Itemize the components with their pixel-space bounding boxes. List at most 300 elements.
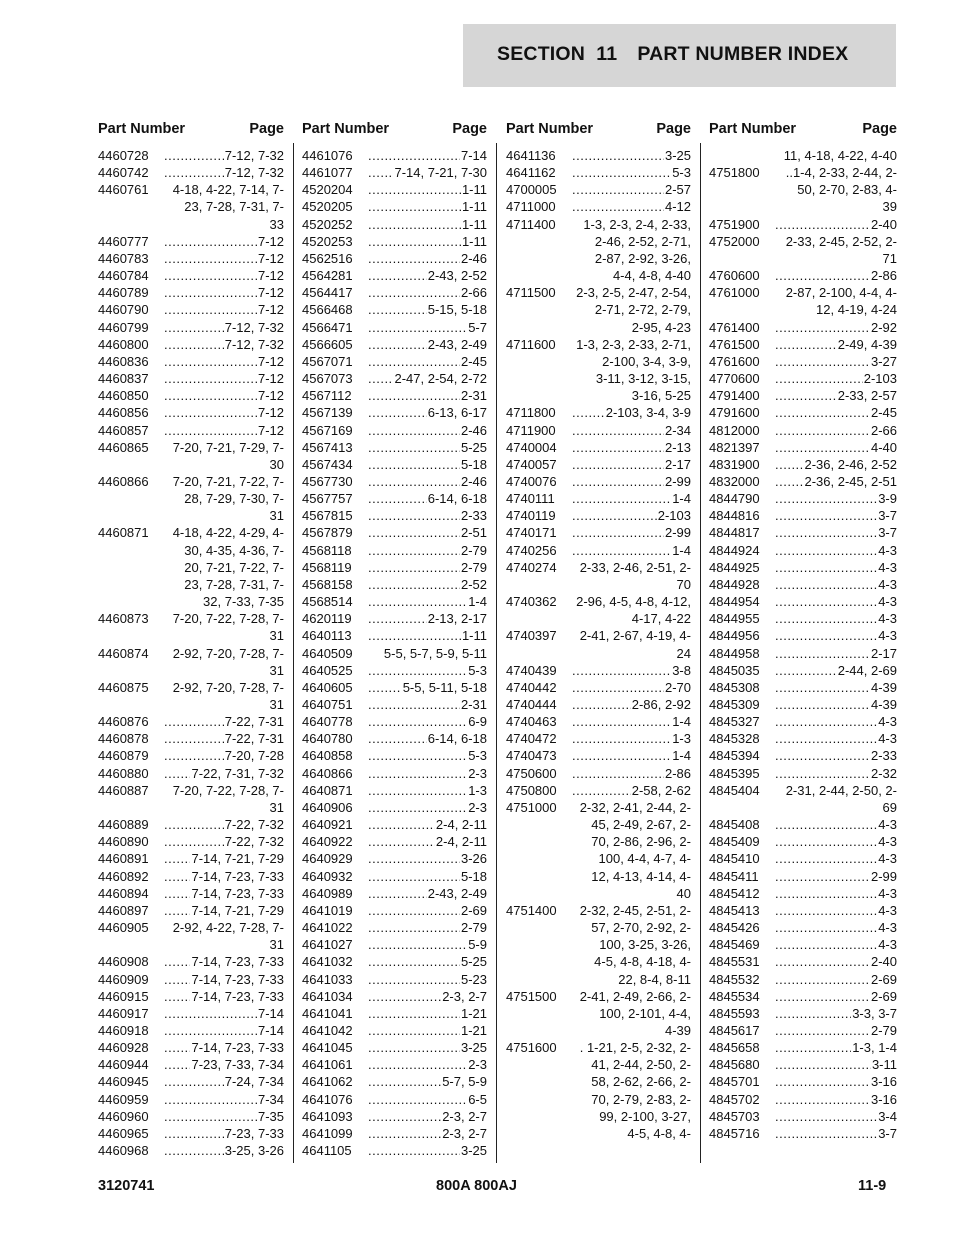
part-number: 4844928 bbox=[709, 576, 760, 592]
dot-leader bbox=[775, 953, 870, 970]
dot-leader bbox=[775, 1039, 851, 1056]
part-number: 4460728 bbox=[98, 148, 149, 163]
page-references bbox=[368, 747, 487, 764]
page-references bbox=[164, 988, 284, 1005]
dot-leader bbox=[775, 422, 870, 439]
index-entry bbox=[98, 267, 284, 284]
page-reference-value: 4-40 bbox=[870, 439, 897, 455]
dot-leader bbox=[775, 490, 877, 507]
footer-doc-number: 3120741 bbox=[98, 1178, 155, 1194]
page-reference-value: 5-9 bbox=[468, 937, 487, 953]
index-entry bbox=[506, 713, 691, 730]
page-references bbox=[164, 250, 284, 267]
page-reference-value: 4-3 bbox=[878, 731, 897, 747]
page-reference-value: 2-86, 2-92 bbox=[631, 697, 691, 712]
page-references bbox=[164, 1056, 284, 1073]
page-reference-value: 2-52 bbox=[460, 576, 487, 592]
index-entry bbox=[98, 473, 284, 524]
page-reference-value: 5-18 bbox=[460, 868, 487, 884]
part-number-heading: Part Number bbox=[98, 121, 186, 137]
dot-leader bbox=[775, 542, 877, 559]
index-entry bbox=[709, 645, 897, 662]
page-references bbox=[164, 816, 284, 833]
page-reference-value: 2-43, 2-49 bbox=[427, 336, 487, 352]
page-references: 2-32, 2-41, 2-44, 2-45, 2-49, 2-67, 2-70, 2-86, 2-96, 2-100, 4-4, 4-7, 4-12, 4-13, 4-14, 4-40 bbox=[579, 799, 691, 901]
page-reference-value: 5-3 bbox=[468, 662, 487, 678]
dot-leader bbox=[775, 1022, 870, 1039]
page-references bbox=[572, 747, 691, 764]
page-reference-value: 2-46 bbox=[460, 250, 487, 266]
page-references bbox=[164, 301, 284, 318]
page-references bbox=[775, 936, 897, 953]
page-references bbox=[368, 490, 487, 507]
page-reference-value: 2-66 bbox=[870, 422, 897, 438]
page-references: 4-18, 4-22, 4-29, 4-30, 4-35, 4-36, 7-20, 7-21, 7-22, 7-23, 7-28, 7-31, 7-32, 7-33, 7-35 bbox=[172, 525, 284, 610]
dot-leader bbox=[775, 404, 870, 421]
index-entry bbox=[709, 490, 897, 507]
dot-leader bbox=[775, 713, 877, 730]
index-entry bbox=[709, 885, 897, 902]
page-references bbox=[164, 267, 284, 284]
page-reference-value: 2-33 bbox=[460, 508, 487, 524]
part-number: 4640858 bbox=[302, 748, 353, 764]
page-references bbox=[164, 164, 284, 181]
page-references bbox=[775, 490, 897, 507]
page-references bbox=[164, 147, 284, 164]
part-number: 4520204 bbox=[302, 182, 353, 198]
page-references bbox=[775, 885, 897, 902]
page-reference-value: 1-3, 1-4 bbox=[852, 1040, 897, 1056]
page-reference-value: 7-14 bbox=[460, 148, 487, 163]
page-references bbox=[164, 868, 284, 885]
page-reference-value: 7-12 bbox=[257, 268, 284, 284]
page-references bbox=[164, 404, 284, 421]
index-entry bbox=[709, 902, 897, 919]
index-entry bbox=[709, 1005, 897, 1022]
dot-leader bbox=[775, 868, 870, 885]
page-reference-value: 3-7 bbox=[878, 508, 897, 524]
page-references bbox=[164, 765, 284, 782]
dot-leader bbox=[164, 1125, 224, 1142]
page-references bbox=[775, 370, 897, 387]
dot-leader bbox=[775, 765, 870, 782]
index-entry bbox=[709, 284, 897, 318]
page-reference-value: 2-40 bbox=[870, 216, 897, 232]
dot-leader bbox=[368, 713, 467, 730]
page-references bbox=[775, 422, 897, 439]
page-reference-value: 7-22, 7-32 bbox=[224, 834, 284, 850]
index-entry bbox=[709, 988, 897, 1005]
page-reference-value: 7-22, 7-31 bbox=[224, 714, 284, 730]
part-number: 4641061 bbox=[302, 1057, 353, 1073]
part-number: 4460878 bbox=[98, 731, 149, 747]
page-references bbox=[164, 1022, 284, 1039]
index-entry bbox=[506, 524, 691, 541]
dot-leader bbox=[775, 936, 877, 953]
page-reference-value: 2-103, 3-4, 3-9 bbox=[605, 405, 691, 421]
page-references bbox=[368, 730, 487, 747]
page-reference-value: 2-49, 4-39 bbox=[837, 336, 897, 352]
part-number: 4460784 bbox=[98, 268, 149, 284]
index-entry bbox=[302, 799, 487, 816]
dot-leader bbox=[164, 747, 224, 764]
index-entry bbox=[98, 284, 284, 301]
dot-leader bbox=[368, 1108, 441, 1125]
page-references bbox=[572, 679, 691, 696]
page-reference-value: 7-12 bbox=[257, 405, 284, 421]
page-reference-value: 5-7 bbox=[468, 319, 487, 335]
part-number: 4460892 bbox=[98, 868, 149, 884]
page-reference-value: 1-21 bbox=[460, 1022, 487, 1038]
page-references bbox=[775, 559, 897, 576]
page-references bbox=[368, 988, 487, 1005]
index-entry bbox=[98, 1056, 284, 1073]
part-number: 4460777 bbox=[98, 233, 149, 249]
index-entry bbox=[98, 233, 284, 250]
index-entry bbox=[302, 147, 487, 164]
part-number: 4460928 bbox=[98, 1040, 149, 1056]
part-number: 4567730 bbox=[302, 473, 353, 489]
page-references bbox=[368, 267, 487, 284]
part-number: 4460887 bbox=[98, 782, 149, 798]
index-entry bbox=[302, 250, 487, 267]
dot-leader bbox=[368, 473, 460, 490]
part-number: 4461076 bbox=[302, 148, 353, 163]
page-reference-value: 2-99 bbox=[664, 525, 691, 541]
part-number: 4460915 bbox=[98, 988, 149, 1004]
part-number: 4460965 bbox=[98, 1125, 149, 1141]
index-entry bbox=[709, 576, 897, 593]
dot-leader bbox=[368, 216, 461, 233]
page-references bbox=[775, 1022, 897, 1039]
index-entry bbox=[709, 524, 897, 541]
part-number: 4460889 bbox=[98, 817, 149, 833]
page-reference-value: 2-40 bbox=[870, 954, 897, 970]
page-references: . 1-21, 2-5, 2-32, 2-41, 2-44, 2-50, 2-58, 2-62, 2-66, 2-70, 2-79, 2-83, 2-99, 2-100, 3-27, 4-5, 4-8, 4- bbox=[579, 1040, 691, 1141]
index-entry bbox=[98, 953, 284, 970]
dot-leader bbox=[368, 988, 441, 1005]
page-references bbox=[368, 559, 487, 576]
part-number: 4566471 bbox=[302, 319, 353, 335]
index-entry bbox=[98, 747, 284, 764]
page-references bbox=[572, 696, 691, 713]
dot-leader bbox=[164, 730, 224, 747]
page-reference-value: 2-3 bbox=[468, 765, 487, 781]
page-reference-value: 2-86 bbox=[664, 765, 691, 781]
part-number: 4740274 bbox=[506, 559, 557, 575]
page-reference-value: 4-3 bbox=[878, 714, 897, 730]
footer-page-number: 11-9 bbox=[858, 1178, 887, 1194]
index-entry bbox=[302, 1108, 487, 1125]
index-entry bbox=[709, 233, 897, 267]
page-references bbox=[572, 147, 691, 164]
dot-leader bbox=[572, 542, 671, 559]
dot-leader bbox=[775, 971, 870, 988]
part-number: 4845617 bbox=[709, 1022, 760, 1038]
part-number: 4567879 bbox=[302, 525, 353, 541]
index-entry bbox=[506, 490, 691, 507]
page-reference-value: 2-36, 2-46, 2-52 bbox=[804, 456, 897, 472]
page-reference-value: 7-22, 7-31 bbox=[224, 731, 284, 747]
index-entry bbox=[302, 439, 487, 456]
part-number: 4641045 bbox=[302, 1040, 353, 1056]
index-entry bbox=[506, 198, 691, 215]
page-references bbox=[368, 250, 487, 267]
index-entry bbox=[302, 765, 487, 782]
index-entry bbox=[709, 164, 897, 215]
dot-leader bbox=[775, 216, 870, 233]
page-reference-value: 2-31 bbox=[460, 388, 487, 404]
dot-leader bbox=[368, 370, 393, 387]
page-reference-value: 7-14, 7-23, 7-33 bbox=[191, 954, 284, 970]
page-reference-value: 2-31 bbox=[460, 697, 487, 712]
page-references bbox=[368, 404, 487, 421]
page-references bbox=[164, 336, 284, 353]
part-number: 4740463 bbox=[506, 714, 557, 730]
page-references bbox=[164, 971, 284, 988]
page-references: 2-92, 4-22, 7-28, 7-31 bbox=[172, 920, 284, 953]
index-entry bbox=[302, 490, 487, 507]
page-reference-value: 5-3 bbox=[672, 165, 691, 181]
index-entry bbox=[709, 559, 897, 576]
page-references bbox=[164, 370, 284, 387]
index-entry bbox=[302, 1142, 487, 1159]
dot-leader bbox=[775, 1073, 870, 1090]
page-reference-value: 7-35 bbox=[257, 1108, 284, 1124]
part-number: 4845404 bbox=[709, 782, 760, 798]
index-entry bbox=[302, 1091, 487, 1108]
part-number: 4845426 bbox=[709, 920, 760, 936]
page-references: 2-32, 2-45, 2-51, 2-57, 2-70, 2-92, 2-100, 3-25, 3-26, 4-5, 4-8, 4-18, 4-22, 8-4, 8-11 bbox=[579, 902, 691, 987]
part-number: 4845716 bbox=[709, 1125, 760, 1141]
part-number: 4770600 bbox=[709, 371, 760, 387]
part-number: 4460945 bbox=[98, 1074, 149, 1090]
dot-leader bbox=[775, 662, 837, 679]
part-number: 4845327 bbox=[709, 714, 760, 730]
part-number: 4640605 bbox=[302, 679, 353, 695]
dot-leader bbox=[775, 627, 877, 644]
dot-leader bbox=[775, 679, 870, 696]
page-references bbox=[572, 198, 691, 215]
part-number: 4640932 bbox=[302, 868, 353, 884]
column-divider bbox=[496, 143, 497, 1163]
page-reference-value: 5-5, 5-11, 5-18 bbox=[402, 679, 487, 695]
part-number: 4641076 bbox=[302, 1091, 353, 1107]
index-entry bbox=[302, 267, 487, 284]
part-number: 4641136 bbox=[506, 148, 556, 163]
dot-leader bbox=[164, 164, 224, 181]
index-entry bbox=[709, 473, 897, 490]
page-reference-value: 3-3, 3-7 bbox=[852, 1005, 897, 1021]
part-number: 4711500 bbox=[506, 285, 556, 301]
part-number: 4460959 bbox=[98, 1091, 149, 1107]
part-number: 4845701 bbox=[709, 1074, 760, 1090]
index-entry bbox=[98, 988, 284, 1005]
dot-leader bbox=[368, 1091, 467, 1108]
page-references bbox=[775, 713, 897, 730]
page-references bbox=[368, 1091, 487, 1108]
index-entry bbox=[506, 747, 691, 764]
dot-leader bbox=[775, 1005, 851, 1022]
page-reference-value: 4-3 bbox=[878, 834, 897, 850]
part-number: 4640751 bbox=[302, 697, 353, 712]
page-reference-value: 2-70 bbox=[664, 679, 691, 695]
page-reference-value: 7-12 bbox=[257, 233, 284, 249]
part-number: 4812000 bbox=[709, 422, 760, 438]
index-entry bbox=[302, 198, 487, 215]
page-reference-value: 3-8 bbox=[672, 662, 691, 678]
page-reference-value: 2-33 bbox=[870, 748, 897, 764]
page-reference-value: 5-7, 5-9 bbox=[442, 1074, 487, 1090]
page-references bbox=[164, 953, 284, 970]
part-number: 4740442 bbox=[506, 679, 557, 695]
index-entry bbox=[302, 387, 487, 404]
dot-leader bbox=[164, 816, 224, 833]
dot-leader bbox=[572, 422, 664, 439]
dot-leader bbox=[572, 747, 671, 764]
page-references bbox=[368, 284, 487, 301]
dot-leader bbox=[775, 370, 863, 387]
page-references bbox=[775, 765, 897, 782]
page-references bbox=[775, 833, 897, 850]
part-number: 4761400 bbox=[709, 319, 760, 335]
index-entry bbox=[709, 713, 897, 730]
dot-leader bbox=[775, 1108, 877, 1125]
index-entry bbox=[506, 730, 691, 747]
page-references bbox=[368, 542, 487, 559]
index-entry bbox=[302, 833, 487, 850]
dot-leader bbox=[572, 456, 664, 473]
page-references bbox=[164, 233, 284, 250]
dot-leader bbox=[572, 181, 664, 198]
index-entry bbox=[302, 559, 487, 576]
dot-leader bbox=[775, 524, 877, 541]
dot-leader bbox=[775, 507, 877, 524]
page-reference-value: 1-11 bbox=[461, 182, 487, 198]
part-number: 4520205 bbox=[302, 199, 353, 215]
part-number: 4460968 bbox=[98, 1143, 149, 1159]
part-number: 4460836 bbox=[98, 353, 149, 369]
dot-leader bbox=[368, 627, 461, 644]
part-number: 4568118 bbox=[302, 542, 352, 558]
index-entry bbox=[506, 284, 691, 335]
page-references: 2-96, 4-5, 4-8, 4-12, 4-17, 4-22 bbox=[576, 594, 691, 627]
page-reference-value: 2-44, 2-69 bbox=[837, 662, 897, 678]
index-entry bbox=[709, 336, 897, 353]
dot-leader bbox=[368, 833, 435, 850]
index-entry bbox=[302, 1125, 487, 1142]
part-number: 4761600 bbox=[709, 353, 760, 369]
part-number: 4568119 bbox=[302, 559, 352, 575]
index-entry bbox=[98, 181, 284, 232]
dot-leader bbox=[164, 250, 257, 267]
dot-leader bbox=[368, 301, 427, 318]
page-reference-value: 7-14, 7-23, 7-33 bbox=[191, 1040, 284, 1056]
part-number: 4460761 bbox=[98, 182, 149, 198]
page-references: 7-20, 7-22, 7-28, 7-31 bbox=[172, 611, 284, 644]
part-number: 4844817 bbox=[709, 525, 760, 541]
dot-leader bbox=[775, 1056, 871, 1073]
index-entry bbox=[98, 902, 284, 919]
page-reference-value: 7-20, 7-28 bbox=[224, 748, 284, 764]
page-reference-value: 5-15, 5-18 bbox=[427, 302, 487, 318]
index-entry bbox=[506, 439, 691, 456]
dot-leader bbox=[164, 988, 190, 1005]
page-references bbox=[368, 953, 487, 970]
part-number: 4740171 bbox=[506, 525, 557, 541]
index-entry bbox=[709, 610, 897, 627]
part-number: 4752000 bbox=[709, 233, 760, 249]
dot-leader bbox=[164, 868, 190, 885]
index-entry bbox=[98, 765, 284, 782]
index-entry bbox=[302, 473, 487, 490]
page-reference-value: 3-11 bbox=[871, 1057, 897, 1073]
dot-leader bbox=[164, 713, 224, 730]
dot-leader bbox=[368, 1073, 441, 1090]
page-reference-value: 3-16 bbox=[870, 1074, 897, 1090]
page-references bbox=[775, 645, 897, 662]
dot-leader bbox=[572, 147, 664, 164]
part-number: 4460894 bbox=[98, 885, 149, 901]
page-reference-value: 7-12, 7-32 bbox=[224, 165, 284, 181]
page-reference-value: 4-12 bbox=[664, 199, 691, 215]
page-references bbox=[164, 1073, 284, 1090]
index-entry bbox=[302, 1073, 487, 1090]
page-reference-value: 6-14, 6-18 bbox=[427, 491, 487, 507]
part-number: 4761500 bbox=[709, 336, 760, 352]
page-reference-value: 4-3 bbox=[878, 817, 897, 833]
index-entry bbox=[709, 919, 897, 936]
index-entry bbox=[98, 336, 284, 353]
dot-leader bbox=[368, 765, 467, 782]
index-entry bbox=[302, 868, 487, 885]
index-entry bbox=[98, 782, 284, 816]
page-references bbox=[164, 833, 284, 850]
part-number: 4460918 bbox=[98, 1022, 149, 1038]
part-number: 4832000 bbox=[709, 473, 760, 489]
page-reference-value: 1-11 bbox=[461, 233, 487, 249]
page-references: 2-41, 2-67, 4-19, 4-24 bbox=[579, 628, 691, 661]
dot-leader bbox=[775, 610, 877, 627]
index-entry bbox=[709, 936, 897, 953]
page-reference-value: 7-12 bbox=[257, 250, 284, 266]
page-reference-value: 4-39 bbox=[870, 679, 897, 695]
index-entry bbox=[506, 902, 691, 988]
page-references bbox=[572, 662, 691, 679]
part-number: 4620119 bbox=[302, 611, 352, 627]
index-entry bbox=[302, 627, 487, 644]
page-references bbox=[164, 1125, 284, 1142]
page-reference-value: 2-103 bbox=[657, 508, 691, 524]
page-references bbox=[368, 1005, 487, 1022]
part-number: 4845658 bbox=[709, 1040, 760, 1056]
page-reference-value: 2-17 bbox=[664, 456, 691, 472]
part-number: 4821397 bbox=[709, 439, 760, 455]
index-entry bbox=[709, 765, 897, 782]
page-reference-value: 2-4, 2-11 bbox=[435, 834, 487, 850]
page-reference-value: 2-69 bbox=[870, 971, 897, 987]
dot-leader bbox=[368, 542, 460, 559]
page-references bbox=[368, 902, 487, 919]
index-entry bbox=[98, 422, 284, 439]
dot-leader bbox=[368, 1125, 441, 1142]
dot-leader bbox=[572, 198, 664, 215]
page-reference-value: 2-69 bbox=[460, 902, 487, 918]
index-entry bbox=[709, 627, 897, 644]
part-number: 4844955 bbox=[709, 611, 760, 627]
part-number: 4640989 bbox=[302, 885, 353, 901]
page-references bbox=[775, 593, 897, 610]
